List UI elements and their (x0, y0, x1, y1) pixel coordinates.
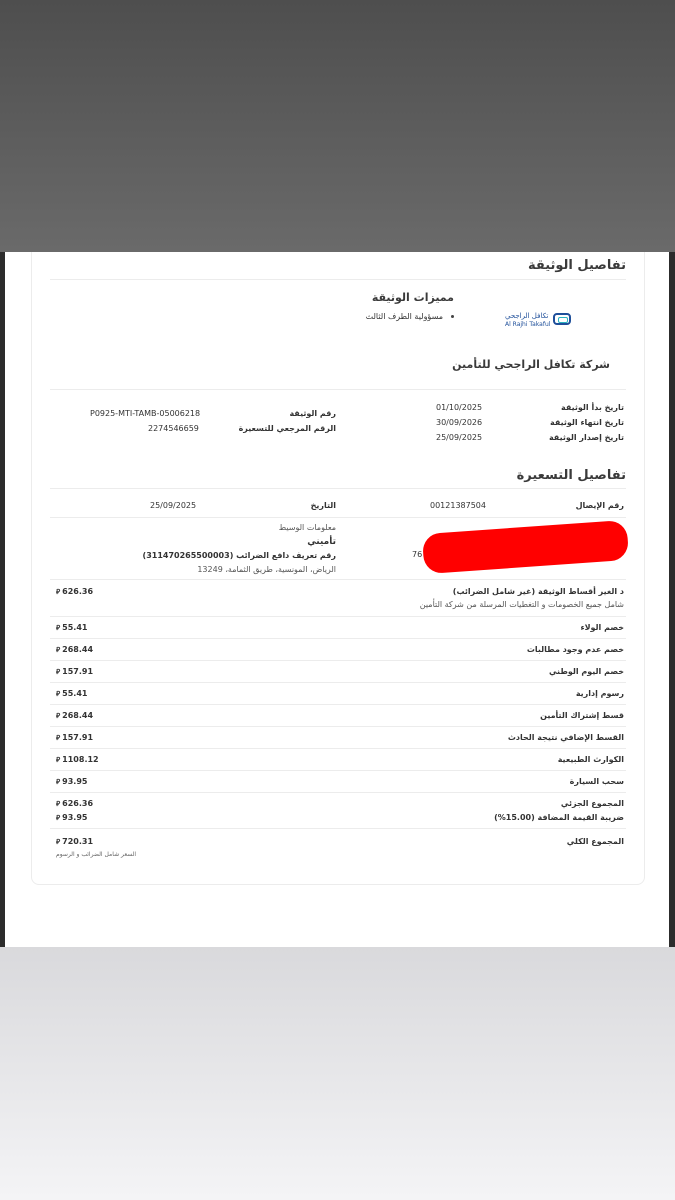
receipt-number-value: 00121387504 (430, 501, 486, 510)
line-amount-value: 55.41 (62, 689, 88, 698)
line-amount (56, 689, 87, 698)
policy-details-title: تفاصيل الوثيقة (527, 258, 626, 273)
screen-top-background (0, 0, 675, 252)
takaful-logo-icon (553, 313, 571, 325)
line-amount-value: 157.91 (62, 667, 94, 676)
line-amount-value: 268.44 (62, 711, 94, 720)
line-label: رسوم إدارية (575, 689, 624, 698)
line-label: خصم اليوم الوطني (548, 667, 624, 676)
divider (50, 828, 626, 829)
riyal-icon: ⃁ (56, 734, 61, 742)
document-page (5, 252, 669, 947)
line-sublabel: شامل جميع الخصومات و التغطيات المرسلة من شركة التأمين (419, 600, 624, 609)
pricing-details-title: تفاصيل التسعيرة (516, 468, 626, 483)
pricing-ref-label: الرقم المرجعي للتسعيرة (238, 424, 336, 433)
divider (50, 660, 626, 661)
line-label: قسط إشتراك التأمين (540, 711, 624, 720)
total-amount (56, 837, 93, 846)
line-amount-value: 157.91 (62, 733, 94, 742)
feature-item (366, 312, 454, 321)
receipt-number-label: رقم الإيصال (575, 501, 624, 510)
divider (50, 389, 626, 390)
line-amount-value: 93.95 (62, 777, 88, 786)
divider (50, 726, 626, 727)
divider (50, 279, 626, 280)
end-date-label: تاريخ انتهاء الوثيقة (550, 418, 624, 427)
riyal-icon: ⃁ (56, 756, 61, 764)
line-amount (56, 755, 99, 764)
riyal-icon: ⃁ (56, 690, 61, 698)
pricing-ref-value: 2274546659 (148, 424, 199, 433)
line-label: خصم عدم وجود مطالبات (526, 645, 624, 654)
line-label: خصم الولاء (580, 623, 624, 632)
line-amount-value: 626.36 (62, 587, 94, 596)
riyal-icon: ⃁ (56, 646, 61, 654)
divider (50, 792, 626, 793)
line-amount-value: 55.41 (62, 623, 88, 632)
policy-number-label: رقم الوثيقة (289, 409, 336, 418)
issue-date-label: تاريخ إصدار الوثيقة (548, 433, 624, 442)
line-label: سحب السيارة (569, 777, 624, 786)
policy-card (31, 252, 645, 885)
line-amount (56, 711, 93, 720)
line-amount (56, 587, 93, 596)
line-label: د الغير أقساط الوثيقة (غير شامل الضرائب) (452, 587, 624, 596)
end-date-value: 30/09/2026 (436, 418, 483, 427)
screen-bottom-background (0, 947, 675, 1200)
subtotal-label: المجموع الجزئي (560, 799, 624, 808)
line-amount (56, 645, 93, 654)
riyal-icon: ⃁ (56, 588, 61, 596)
total-value: 720.31 (62, 837, 94, 846)
divider (50, 704, 626, 705)
date-label: التاريخ (310, 501, 336, 510)
tax-id: رقم تعريف دافع الضرائب (311470265500003) (142, 551, 336, 560)
feature-label: مسؤولية الطرف الثالث (365, 312, 443, 321)
issue-date-value: 25/09/2025 (436, 433, 483, 442)
divider (50, 488, 626, 489)
divider (50, 616, 626, 617)
broker-address: الرياض، المونسية، طريق الثمامة، 13249 (197, 565, 336, 574)
riyal-icon: ⃁ (56, 624, 61, 632)
policy-number-value: P0925-MTI-TAMB-05006218 (90, 409, 201, 418)
riyal-icon: ⃁ (56, 838, 61, 846)
line-label: الكوارث الطبيعية (557, 755, 624, 764)
logo-english-text: Al Rajhi Takaful (505, 321, 551, 328)
riyal-icon: ⃁ (56, 712, 61, 720)
total-label: المجموع الكلي (566, 837, 624, 846)
start-date-value: 01/10/2025 (436, 403, 483, 412)
riyal-icon: ⃁ (56, 778, 61, 786)
divider (50, 682, 626, 683)
riyal-icon: ⃁ (56, 814, 61, 822)
total-note: السعر شامل الضرائب و الرسوم (56, 851, 137, 858)
line-amount (56, 623, 87, 632)
line-amount-value: 1108.12 (62, 755, 99, 764)
subtotal-value: 626.36 (62, 799, 94, 808)
divider (50, 748, 626, 749)
date-value: 25/09/2025 (150, 501, 197, 510)
policy-features-title: مميزات الوثيقة (371, 291, 454, 304)
vat-value: 93.95 (62, 813, 88, 822)
company-name: شركة تكافل الراجحي للتأمين (452, 358, 610, 371)
broker-name: تأميني (307, 537, 336, 547)
vat-label: ضريبة القيمة المضافة (15.00%) (494, 813, 624, 822)
line-amount (56, 777, 87, 786)
line-amount-value: 268.44 (62, 645, 94, 654)
riyal-icon: ⃁ (56, 800, 61, 808)
company-logo (505, 312, 575, 330)
line-amount (56, 667, 93, 676)
line-label: القسط الإضافي نتيجة الحادث (507, 733, 624, 742)
start-date-label: تاريخ بدأ الوثيقة (561, 403, 624, 412)
customer-info-partial: 76 (412, 550, 423, 559)
bullet-icon (451, 315, 454, 318)
divider (50, 517, 626, 518)
line-amount (56, 733, 93, 742)
subtotal-amount (56, 799, 93, 808)
vat-amount (56, 813, 87, 822)
broker-info-label: معلومات الوسيط (278, 523, 336, 532)
logo-arabic-text: تكافل الراجحي (505, 312, 549, 320)
divider (50, 638, 626, 639)
divider (50, 579, 626, 580)
divider (50, 770, 626, 771)
riyal-icon: ⃁ (56, 668, 61, 676)
